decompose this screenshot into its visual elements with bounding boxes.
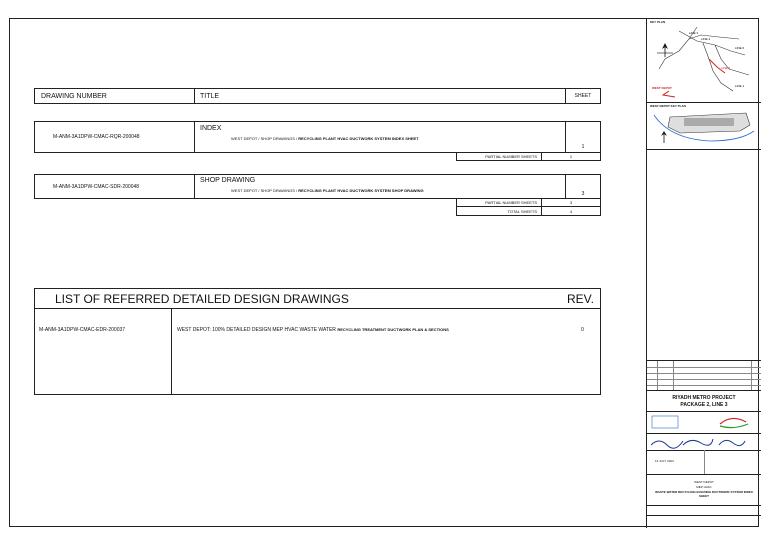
west-depot-plan [650,109,758,147]
shop-partial-value: 3 [569,199,573,205]
drawing-title-line-3: WASTE WATER RECYCLING BUILDING DUCTWORK SYSTEM INDEX SHEET [655,490,753,498]
key-plan-label: KEY PLAN [650,20,666,24]
revision-table [647,360,761,390]
index-drawing-number: M-ANM-3A1DPW-CMAC-RQR-200048 [53,134,140,140]
shop-total-value: 4 [569,208,573,214]
contractor-logo [650,414,758,432]
referred-row-title [177,327,449,333]
referred-row-title-prefix: WEST DEPOT: 100% DETAILED DESIGN MEP HVAC WASTE WATER [177,327,336,333]
west-depot-key-plan-label: WEST DEPOT KEY PLAN [650,104,686,108]
depot-building [684,118,734,126]
map-label-0: LINE 3 [689,31,699,35]
signatures [649,435,759,449]
map-label-4: LINE 1 [735,84,745,88]
index-heading: INDEX [200,125,222,132]
shop-total-label: TOTAL SHEETS [507,208,537,214]
drawing-title-line-2: MEP HVAC [696,485,712,489]
map-line-4 [689,35,739,39]
key-plan-map [649,25,759,101]
referred-row-title-bold: RECYCLING TREATMENT DUCTWORK PLAN & SECTIONS [337,327,449,332]
shop-row [34,174,601,199]
referred-row-rev: 0 [581,327,584,333]
shop-totals [456,198,601,216]
index-title-bold: RECYCLING PLANT HVAC DUCTWORK SYSTEM INDEX SHEET [298,136,419,141]
referred-table [34,288,601,395]
shop-partial-label: PARTIAL NUMBER SHEETS [485,199,537,205]
shop-drawing-number: M-ANM-3A1DPW-CMAC-SDR-200048 [53,183,140,190]
map-label-1: LINE 4 [701,37,711,41]
index-row [34,121,601,153]
shop-title-bold: RECYCLING PLANT HVAC DUCTWORK SYSTEM SHOP DRAWING [298,188,424,193]
map-label-2: LINE 6 [735,46,745,50]
index-title [231,136,419,141]
project-name: RIYADH METRO PROJECT [672,395,736,401]
index-sheet: 1 [581,144,585,150]
index-partial-row [456,152,601,161]
header-title: TITLE [200,92,220,100]
index-table-header [34,88,601,104]
drawing-sheet [9,18,759,527]
header-sheet: SHEET [574,93,592,99]
west-depot-marker [663,91,675,97]
referred-rev-header: REV. [567,291,594,306]
shop-title [231,188,424,193]
project-package: PACKAGE 2, LINE 3 [680,402,728,408]
map-label-3: LINE 5 [721,66,731,70]
index-title-prefix: WEST DEPOT / SHOP DRAWINGS / [231,136,298,141]
shop-heading: SHOP DRAWING [200,177,256,184]
title-block [646,18,761,528]
shop-sheet: 3 [581,191,585,197]
issue-date: 13 JULY 2023 [655,459,674,463]
drawing-title-line-1: WEST DEPOT [694,480,714,484]
index-partial-label: PARTIAL NUMBER SHEETS [485,153,537,159]
referred-title: LIST OF REFERRED DETAILED DESIGN DRAWINGS [55,291,349,306]
shop-title-prefix: WEST DEPOT / SHOP DRAWINGS / [231,188,298,193]
referred-row-number: M-ANM-3A1DPW-CMAC-EDR-200037 [39,327,126,333]
header-drawing-number: DRAWING NUMBER [41,92,107,100]
map-west-depot-label: WEST DEPOT [652,86,672,90]
index-partial-value: 1 [569,153,573,159]
